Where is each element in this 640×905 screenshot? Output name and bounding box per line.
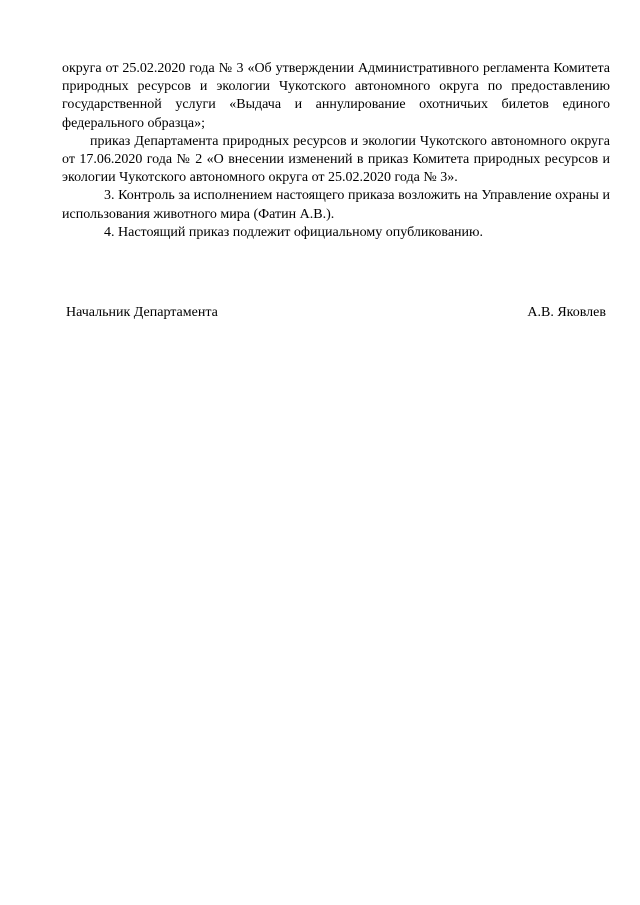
paragraph-item-4: 4. Настоящий приказ подлежит официальному опубликованию. [104, 224, 483, 240]
document-body [62, 60, 610, 242]
signature-block [66, 304, 606, 322]
paragraph-order-reference: приказ Департамента природных ресурсов и экологии Чукотского автономного округа от 17.06.2020 года № 2 «О внесении изменений в приказ Комитета природных ресурсов и экологии Чукотского автономного округа от 25.02.2020 года № 3». [62, 133, 610, 186]
signatory-name: А.В. Яковлев [527, 305, 606, 320]
paragraph-continuation: округа от 25.02.2020 года № 3 «Об утверждении Административного регламента Комитета природных ресурсов и экологии Чукотского автономного округа по предоставлению государственной услуги «Выдача и аннулирование охотничьих билетов единого федерального образца»; [62, 61, 610, 131]
paragraph-item-3: 3. Контроль за исполнением настоящего приказа возложить на Управление охраны и использования животного мира (Фатин А.В.). [62, 188, 610, 222]
signatory-position: Начальник Департамента [66, 305, 218, 320]
